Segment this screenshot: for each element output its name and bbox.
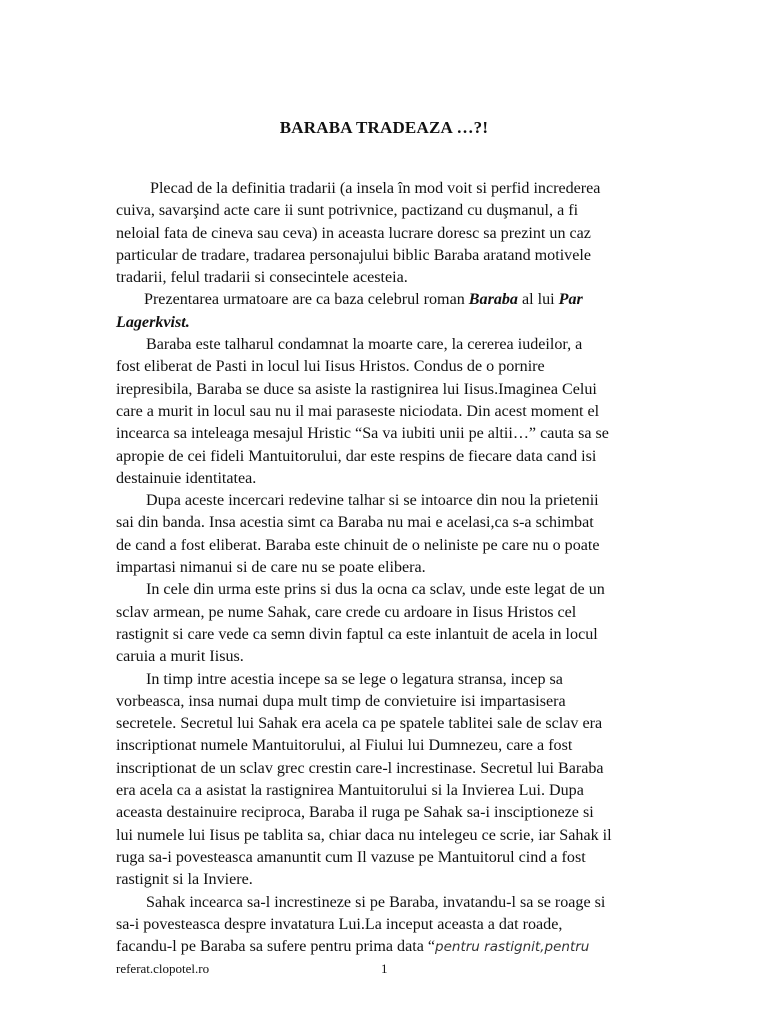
text-line: inscriptionat numele Mantuitorului, al Fiului lui Dumnezeu, care a fost — [116, 737, 573, 755]
text-line: sa-i povesteasca despre invatatura Lui.La inceput aceasta a dat roade, — [116, 915, 563, 933]
text-line: caruia a murit Iisus. — [116, 648, 244, 666]
author-name-cont: Lagerkvist. — [116, 313, 190, 331]
italic-quote: pentru rastignit,pentru — [435, 939, 590, 956]
text-line: Plecad de la definitia tradarii (a insela în mod voit si perfid increderea — [150, 180, 601, 197]
text-span: Prezentarea urmatoare are ca baza celebrul roman — [144, 291, 469, 309]
text-line: incearca sa inteleaga mesajul Hristic “Sa va iubiti unii pe altii…” cauta sa se — [116, 425, 609, 443]
text-line: Sahak incearca sa-l increstineze si pe Baraba, invatandu-l sa se roage si — [146, 893, 606, 911]
text-line: In cele din urma este prins si dus la ocna ca sclav, unde este legat de un — [146, 581, 605, 599]
text-line: In timp intre acestia incepe sa se lege o legatura stransa, incep sa — [146, 670, 563, 688]
text-line: tradarii, felul tradarii si consecintele acesteia. — [116, 269, 408, 287]
text-line: rastignit si care vede ca semn divin faptul ca este inlantuit de acela in locul — [116, 625, 598, 643]
footer-source: referat.clopotel.ro — [116, 961, 210, 976]
text-line: neloial fata de cineva sau ceva) in aceasta lucrare doresc sa prezint un caz — [116, 224, 591, 242]
book-title: Baraba — [468, 291, 518, 309]
text-line: inscriptionat de un sclav grec crestin care-l increstinase. Secretul lui Baraba — [116, 759, 604, 777]
text-line: impartasi nimanui si de care nu se poate elibera. — [116, 559, 426, 577]
text-line: ruga sa-i povesteasca amanuntit cum Il vazuse pe Mantuitorul cind a fost — [116, 848, 586, 866]
document-body — [116, 178, 668, 958]
text-line: sai din banda. Insa acestia simt ca Baraba nu mai e acelasi,ca s-a schimbat — [116, 514, 594, 532]
text-line: Dupa aceste incercari redevine talhar si se intoarce din nou la prietenii — [146, 492, 599, 510]
text-line: destainuie identitatea. — [116, 469, 257, 487]
text-line: sclav armean, pe nume Sahak, care crede cu ardoare in Iisus Hristos cel — [116, 603, 577, 621]
text-line: cuiva, savarşind acte care ii sunt potrivnice, pactizand cu duşmanul, a fi — [116, 202, 579, 220]
text-line: particular de tradare, tradarea personajului biblic Baraba aratand motivele — [116, 246, 591, 264]
text-line: aceasta destainuire reciproca, Baraba il ruga pe Sahak sa-i insciptioneze si — [116, 804, 594, 822]
text-line: vorbeasca, insa numai dupa mult timp de convietuire isi impartasisera — [116, 692, 566, 710]
text-line: care a murit in locul sau nu il mai paraseste niciodata. Din acest moment el — [116, 402, 600, 420]
author-name: Par — [558, 291, 583, 309]
text-line: era acela ca a asistat la rastignirea Mantuitorului si la Invierea Lui. Dupa — [116, 782, 584, 800]
text-line: lui numele lui Iisus pe tablita sa, chiar daca nu intelegeu ce scrie, iar Sahak il — [116, 826, 612, 844]
text-line — [116, 289, 668, 311]
text-line: apropie de cei fideli Mantuitorului, dar este respins de fiecare data cand isi — [116, 447, 597, 465]
text-line: de cand a fost eliberat. Baraba este chinuit de o neliniste pe care nu o poate — [116, 536, 600, 554]
text-line — [116, 936, 668, 958]
page-number: 1 — [381, 961, 388, 976]
text-line: irepresibila, Baraba se duce sa asiste la rastignirea lui Iisus.Imaginea Celui — [116, 380, 597, 398]
text-span: al lui — [517, 291, 559, 309]
text-line: fost eliberat de Pasti in locul lui Iisus Hristos. Condus de o pornire — [116, 358, 545, 376]
text-line: Baraba este talharul condamnat la moarte care, la cererea iudeilor, a — [146, 336, 583, 354]
text-line: rastignit si la Inviere. — [116, 871, 253, 889]
text-span: facandu-l pe Baraba sa sufere pentru prima data “ — [116, 938, 436, 956]
document-title: BARABA TRADEAZA …?! — [279, 118, 489, 137]
text-line: secretele. Secretul lui Sahak era acela ca pe spatele tablitei sale de sclav era — [116, 715, 603, 733]
